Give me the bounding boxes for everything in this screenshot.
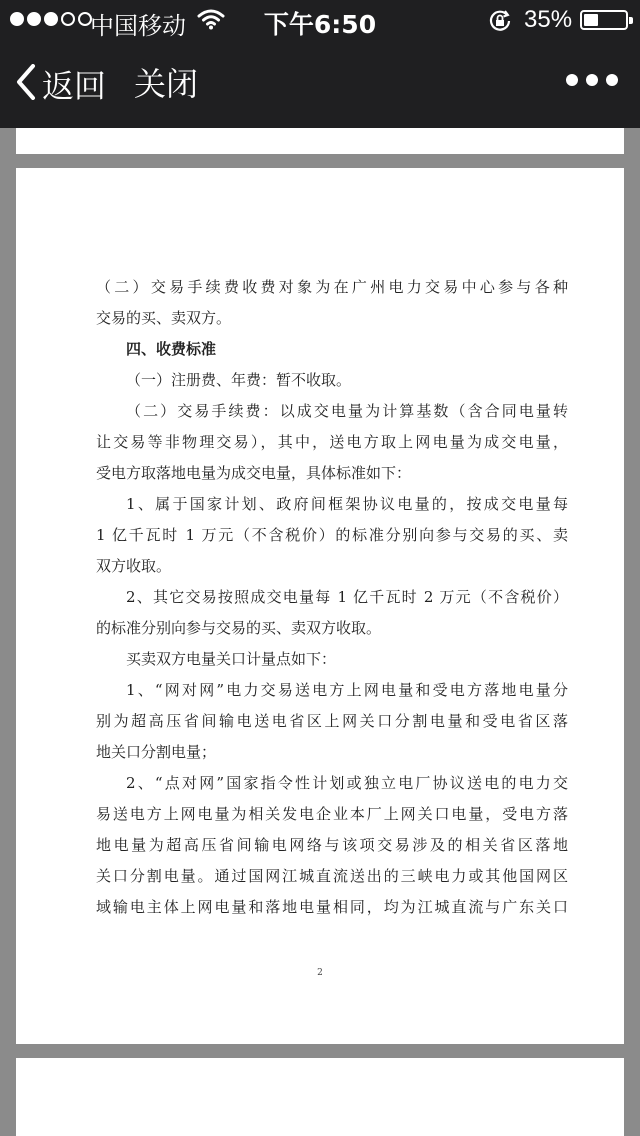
doc-line: 买卖双方电量关口计量点如下： [126, 650, 337, 668]
document-text [96, 272, 568, 923]
doc-line: 2、其它交易按照成交电量每 1 亿千瓦时 2 万元（不含税价） [126, 588, 568, 606]
doc-line: 地电量为超高压省间输电网络与该项交易涉及的相关省区落地 [96, 836, 568, 854]
back-label: 返回 [42, 67, 107, 105]
doc-line: 交易的买、卖双方。 [96, 309, 232, 327]
battery-fill [584, 14, 598, 26]
doc-line: 1、属于国家计划、政府间框架协议电量的，按成交电量每 [126, 495, 568, 513]
rotation-lock-icon [488, 9, 512, 38]
carrier-name: 中国移动 [90, 12, 186, 40]
doc-line: 双方收取。 [96, 557, 172, 575]
doc-line: 域输电主体上网电量和落地电量相同，均为江城直流与广东关口 [96, 898, 568, 916]
doc-line: 1 亿千瓦时 1 万元（不含税价）的标准分别向参与交易的买、卖 [96, 526, 568, 544]
doc-line: 关口分割电量。通过国网江城直流送出的三峡电力或其他国网区 [96, 867, 568, 885]
close-button[interactable]: 关闭 [134, 65, 199, 103]
doc-line: 易送电方上网电量为相关发电企业本厂上网关口电量，受电方落 [96, 805, 568, 823]
page-number: 2 [317, 968, 323, 978]
doc-line: （二）交易手续费：以成交电量为计算基数（含合同电量转 [126, 402, 568, 420]
doc-line: 2、“点对网”国家指令性计划或独立电厂协议送电的电力交 [126, 774, 568, 792]
clock: 下午6:50 [263, 10, 377, 39]
chevron-left-icon [16, 64, 36, 104]
navigation-bar [0, 40, 640, 128]
doc-line: （一）注册费、年费：暂不收取。 [126, 371, 352, 389]
next-page [16, 1058, 624, 1136]
battery-icon [580, 10, 628, 30]
document-page[interactable] [16, 168, 624, 1044]
section-heading: 四、收费标准 [126, 340, 217, 358]
back-button[interactable] [16, 60, 106, 108]
status-bar [0, 0, 640, 40]
doc-line: 让交易等非物理交易），其中，送电方取上网电量为成交电量， [96, 433, 568, 451]
more-icon[interactable] [566, 74, 618, 86]
doc-line: （二）交易手续费收费对象为在广州电力交易中心参与各种 [96, 278, 568, 296]
doc-line: 的标准分别向参与交易的买、卖双方收取。 [96, 619, 382, 637]
doc-line: 别为超高压省间输电送电省区上网关口分割电量和受电省区落 [96, 712, 568, 730]
battery-percent: 35% [524, 6, 573, 33]
doc-line: 地关口分割电量； [96, 743, 217, 761]
doc-line: 受电方取落地电量为成交电量，具体标准如下： [96, 464, 412, 482]
doc-line: 1、“网对网”电力交易送电方上网电量和受电方落地电量分 [126, 681, 568, 699]
previous-page [16, 128, 624, 154]
